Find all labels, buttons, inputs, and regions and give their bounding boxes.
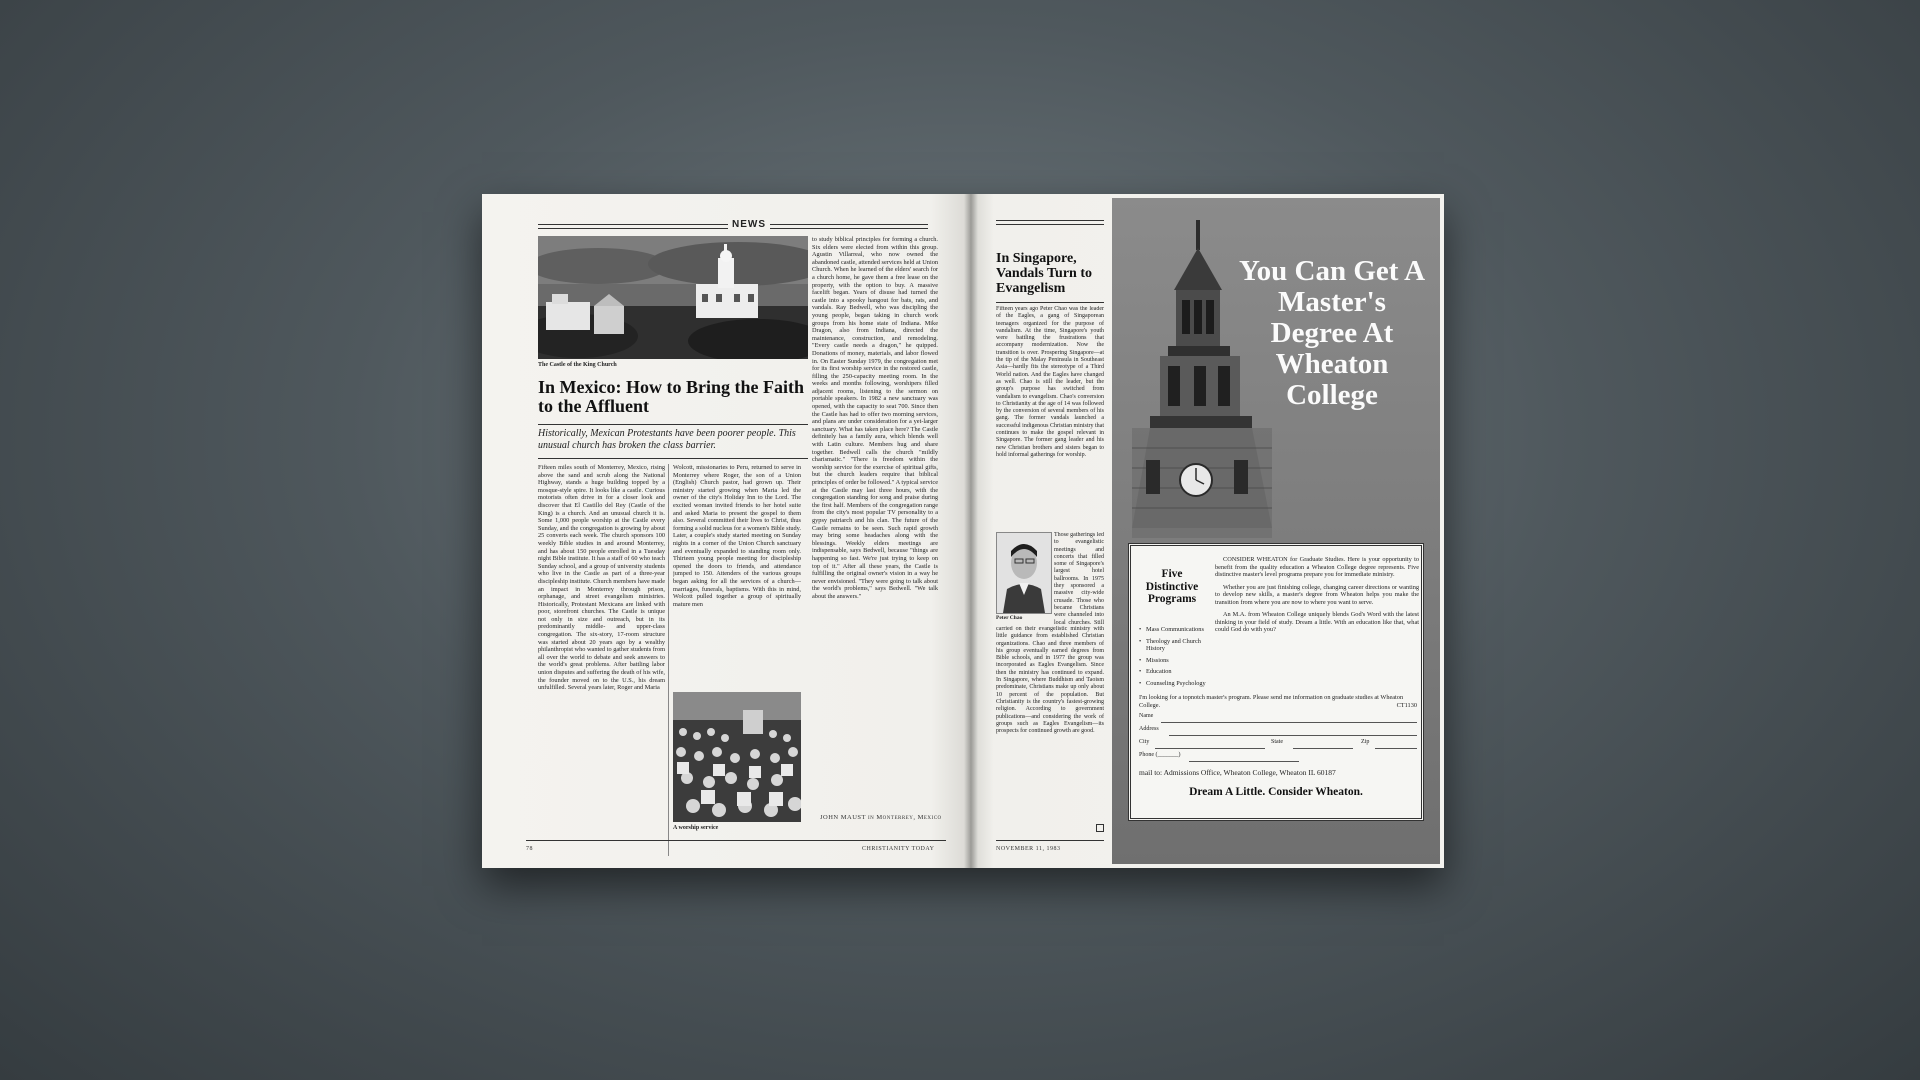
publication-name: CHRISTIANITY TODAY <box>862 846 935 852</box>
singapore-column-bottom <box>996 626 1104 818</box>
ad-paragraph-3: An M.A. from Wheaton College uniquely blends God's Word with the latest thinking in your field of study. Dream a little. With an education like that, what could God do with you? <box>1215 611 1419 633</box>
column-2-text: Wolcott, missionaries to Peru, returned to serve in Monterrey where Roger, the son of a Union (English) Church pastor, had grown up. Their ministry started growing when Maria led the owner of the city's Holiday Inn to the Lord. The excited woman invited friends to her hotel suite and asked Maria to present the gospel to them also. Several committed their lives to Christ, thus forming a solid nucleus for a women's Bible study. Later, a couple's study started meeting on Sunday nights in a corner of the Union Church sanctuary and eventually expanded to standing room only. Thirteen young people meeting for discipleship opened the doors to friends, and attendance jumped to 150. Attenders of the various groups began asking for all the services of a church—marriages, funerals, baptisms. With this in mind, Wolcott pulled together a group of spiritually mature men <box>673 464 801 608</box>
state-label: State <box>1271 739 1283 745</box>
wheaton-advertisement <box>1112 198 1440 864</box>
article-column-1 <box>538 464 665 856</box>
singapore-column-side <box>1054 532 1104 626</box>
program-item: • Education <box>1139 668 1211 676</box>
column-divider <box>668 464 669 856</box>
singapore-body-bottom: carried on their evangelistic ministry with little guidance from established Christian organizations. Chao and three members of his group eventually earned degrees from Bible schools, and in 1977 the group was incorporated as Eagles Evangelism. Since then the ministry has continued to expand. In Singapore, where Buddhism and Taoism predominate, Christians make up only about 10 percent of the population. But Christianity is the country's fastest-growing religion. According to government publications—and considering the work of groups such as Eagles Evangelism—its prospects for continued growth are good. <box>996 626 1104 735</box>
ad-paragraph-2: Whether you are just finishing college, changing career directions or wanting to develop new skills, a master's degree from Wheaton helps you make the transition from where you are now to where you want to serve. <box>1215 583 1419 606</box>
castle-photo <box>538 236 808 359</box>
article-column-3 <box>812 236 938 810</box>
magazine-spread <box>482 194 1444 868</box>
headline-rule <box>538 424 808 425</box>
right-top-rule <box>996 220 1104 221</box>
info-request-form <box>1139 694 1417 765</box>
magazine-spine <box>964 194 978 868</box>
ad-slogan: Dream A Little. Consider Wheaton. <box>1189 786 1363 798</box>
end-mark <box>1096 824 1104 832</box>
city-field[interactable] <box>1155 748 1265 749</box>
address-field[interactable] <box>1169 735 1417 736</box>
column-3-text: to study biblical principles for forming a church. Six elders were elected from within this group. Agustin Villarreal, who now owned the abandoned castle, attended services held at Union Church. When he learned of the elders' search for a church home, he gave them a free lease on the property, with the option to buy. A massive facelift began. Years of disuse had turned the castle into a spooky hangout for bats, rats, and vandals. Ray Bedwell, who was discipling the young people, began taking in church work groups from his home state of Indiana. Mike Dragon, also from Indiana, directed the maintenance, construction, and remodeling. "Every castle needs a dragon," he quipped. Donations of money, materials, and labor flowed in. On Easter Sunday 1979, the congregation met for its first worship service in the restored castle, filling the 250-capacity meeting room. In the weeks and months following, worshipers filled adjacent rooms, listening to the sermon on portable speakers. In 1982 a new sanctuary was opened, with the capacity to seat 700. Since then the Castle has had to offer two morning services, and plans are under consideration for a yet-larger sanctuary. What has taken place here? The Castle definitely has a family aura, which blends well with Latin culture. Members hug and share together. Bedwell calls the church "mildly charismatic." "There is freedom within the worship service for the exercise of spiritual gifts, but the church leaders require that biblical principles of order be followed." A typical service at the Castle may last three hours, with the congregation standing for song and praise during the first half. Members of the congregation range from the city's most popular TV personality to a gypsy patriarch and his clan. The future of the Castle remains to be seen. Such rapid growth may bring some headaches along with the blessings. Weekly elders meetings are indispensable, says Bedwell, because "things are happening so fast. We're just trying to keep on top of it." After all these years, the Castle is fulfilling the original owner's vision in a way he never envisioned. "They were going to talk about the world's problems," says Bedwell. "We talk about the answers." <box>812 236 938 600</box>
program-item: • Counseling Psychology <box>1139 680 1211 688</box>
page-number: 78 <box>526 846 533 852</box>
programs-title: Five Distinctive Programs <box>1145 568 1199 605</box>
article-column-2 <box>673 464 801 688</box>
name-label: Name <box>1139 713 1154 719</box>
left-page <box>482 194 970 868</box>
ad-paragraph-1: CONSIDER WHEATON for Graduate Studies. Here is your opportunity to benefit from the quality education a Wheaton College degree represents. Five distinctive master's level programs prepare you for immediate ministry. <box>1215 556 1419 578</box>
address-row <box>1139 726 1417 739</box>
state-field[interactable] <box>1293 748 1353 749</box>
worship-photo <box>673 692 801 822</box>
ad-headline: You Can Get A Master's Degree At Wheaton College <box>1238 255 1426 411</box>
address-label: Address <box>1139 726 1159 732</box>
zip-field[interactable] <box>1375 748 1417 749</box>
singapore-headline: In Singapore, Vandals Turn to Evangelism <box>996 251 1092 296</box>
castle-caption: The Castle of the King Church <box>538 362 617 368</box>
right-page <box>970 194 1444 868</box>
article-headline: In Mexico: How to Bring the Faith to the Affluent <box>538 377 804 416</box>
ad-info-box <box>1128 543 1424 821</box>
peter-chao-photo <box>996 532 1052 614</box>
footer-rule <box>526 840 946 841</box>
ad-body-copy <box>1215 556 1419 639</box>
mail-address: mail to: Admissions Office, Wheaton College, Wheaton IL 60187 <box>1139 768 1336 777</box>
peter-chao-caption: Peter Chao <box>996 615 1023 621</box>
dek-rule <box>538 458 808 459</box>
city-label: City <box>1139 739 1150 745</box>
program-item: • Missions <box>1139 657 1211 665</box>
right-footer-rule <box>996 840 1104 841</box>
phone-label: Phone (_______) <box>1139 752 1181 758</box>
article-byline: JOHN MAUST in Monterrey, Mexico <box>820 814 942 821</box>
crowd-illustration <box>673 692 801 822</box>
singapore-body-side: Those gatherings led to evangelistic meetings and concerts that filled some of Singapore's largest hotel ballrooms. In 1975 they sponsored a massive city-wide crusade. Those who became Christians were channeled into local churches. Still <box>1054 532 1104 626</box>
singapore-body-top: Fifteen years ago Peter Chao was the leader of the Eagles, a gang of Singaporean teenagers organized for the purpose of vandalism. At the time, Singapore's youth were battling the frustrations that accompany modernization. Now the transition is over. Prospering Singapore—at the tip of the Malay Peninsula in Southeast Asia—hardly fits the stereotype of a Third World nation. And the Eagles have changed as well. Chao is still the leader, but the group's purpose has switched from vandalism to evangelism. Chao's conversion to Christianity at the age of 14 was followed by the conversion of several members of his gang. The former vandals launched a successful indigenous Christian ministry that continues to make the gospel relevant in Singapore. The former gang leader and his new Christian brothers and sisters began to hold informal gatherings for worship. <box>996 306 1104 458</box>
column-1-text: Fifteen miles south of Monterrey, Mexico, rising above the sand and scrub along the National Highway, stands a huge building topped by a mosque-style spire. It looks like a castle. Curious motorists often drive in for a closer look and discover that El Castillo del Rey (Castle of the King) is a church. And an unusual church it is. Some 1,000 people worship at the Castle every Sunday, and the congregation is growing by about 25 converts each week. The church sponsors 100 weekly Bible studies in and around Monterrey, and has about 150 people enrolled in a Tuesday night Bible institute. It has a staff of 60 who teach Sunday school, and a group of university students who live in the Castle as part of a three-year discipleship institute. Church members have made an impact in Monterrey through prison, orphanage, and street evangelism ministries. Historically, Protestant Mexicans are linked with poor, storefront churches. The Castle is unique not only in size and outreach, but in its predominantly middle- and upper-class congregation. The six-story, 17-room structure was started about 20 years ago by a wealthy philanthropist who wanted to gather students from all over the world to debate and seek answers to the world's great problems. After battling labor union disputes and suffering the death of his wife, the founder moved on to the U.S., his dream unfulfilled. Several years later, Roger and Maria <box>538 464 665 692</box>
article-dek: Historically, Mexican Protestants have been poorer people. This unusual church has broken the class barrier. <box>538 428 796 451</box>
castle-illustration <box>538 236 808 359</box>
issue-date: NOVEMBER 11, 1983 <box>996 846 1061 852</box>
form-code: CT1130 <box>1396 701 1417 709</box>
portrait-illustration <box>997 533 1051 613</box>
right-top-rule-2 <box>996 224 1104 225</box>
singapore-headline-rule <box>996 302 1104 303</box>
phone-row <box>1139 752 1417 765</box>
phone-field[interactable] <box>1189 761 1299 762</box>
program-item: • Theology and Church History <box>1139 638 1211 653</box>
section-label: NEWS <box>728 219 770 230</box>
singapore-column-top <box>996 306 1104 528</box>
name-row <box>1139 713 1417 726</box>
form-intro <box>1139 694 1417 709</box>
worship-caption: A worship service <box>673 825 719 831</box>
zip-label: Zip <box>1361 739 1370 745</box>
programs-list <box>1139 626 1211 691</box>
form-intro-text: I'm looking for a topnotch master's program. Please send me information on graduate studies at Wheaton College. <box>1139 694 1404 709</box>
name-field[interactable] <box>1161 722 1417 723</box>
program-item: • Mass Communications <box>1139 626 1211 634</box>
city-row <box>1139 739 1417 752</box>
